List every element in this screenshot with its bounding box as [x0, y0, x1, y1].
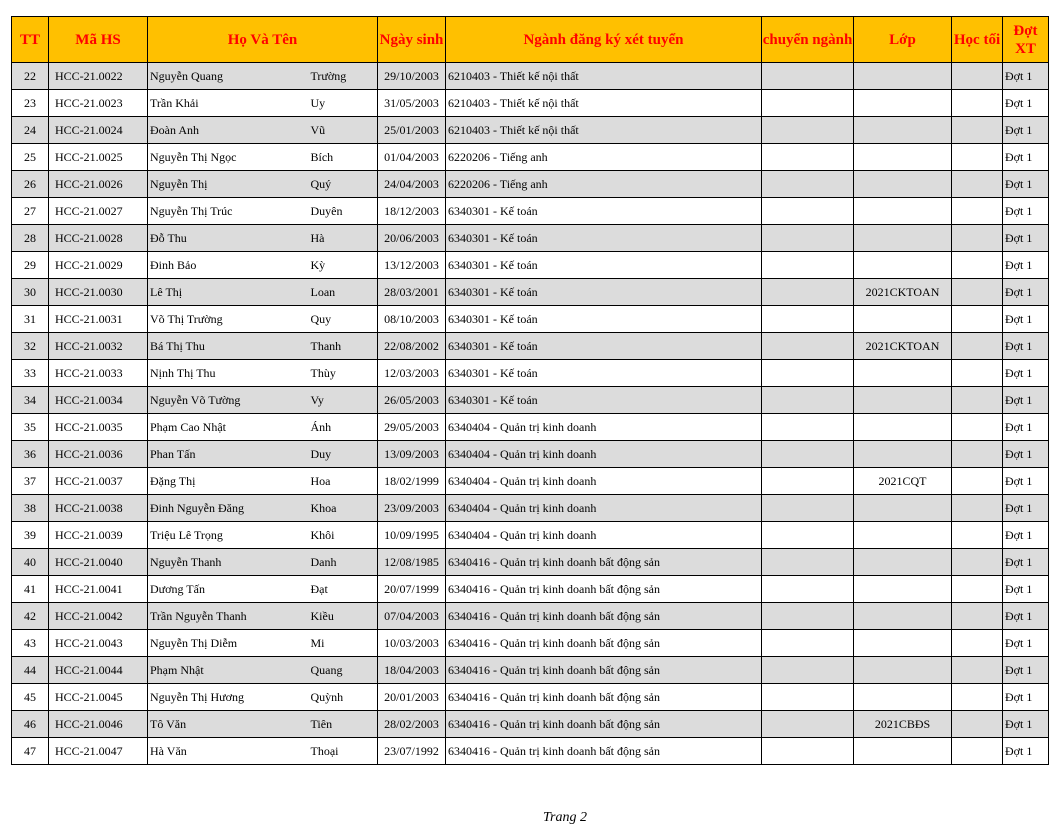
row-ma-hs: HCC-21.0022	[49, 63, 148, 90]
row-lop: 2021CKTOAN	[854, 279, 952, 306]
row-ho: Nguyễn Thị Ngọc	[148, 144, 310, 171]
row-nganh: 6340416 - Quản trị kinh doanh bất động sản	[446, 603, 762, 630]
row-ten: Khôi	[310, 522, 378, 549]
row-nganh: 6340416 - Quản trị kinh doanh bất động sản	[446, 684, 762, 711]
row-lop	[854, 252, 952, 279]
row-ten: Thùy	[310, 360, 378, 387]
row-ngay-sinh: 23/09/2003	[378, 495, 446, 522]
row-ngay-sinh: 29/10/2003	[378, 63, 446, 90]
table-body	[12, 63, 1049, 765]
row-hoc-toi	[952, 144, 1003, 171]
row-ma-hs: HCC-21.0032	[49, 333, 148, 360]
row-ngay-sinh: 28/03/2001	[378, 279, 446, 306]
row-dot-xt: Đợt 1	[1003, 360, 1049, 387]
table-row	[12, 279, 1049, 306]
row-dot-xt: Đợt 1	[1003, 414, 1049, 441]
row-chuyen-nganh	[762, 522, 854, 549]
row-nganh: 6340301 - Kế toán	[446, 279, 762, 306]
row-hoc-toi	[952, 306, 1003, 333]
row-hoc-toi	[952, 549, 1003, 576]
table-row	[12, 495, 1049, 522]
row-hoc-toi	[952, 414, 1003, 441]
row-dot-xt: Đợt 1	[1003, 711, 1049, 738]
row-ten: Đạt	[310, 576, 378, 603]
row-ngay-sinh: 22/08/2002	[378, 333, 446, 360]
row-ngay-sinh: 01/04/2003	[378, 144, 446, 171]
row-tt: 22	[12, 63, 49, 90]
row-dot-xt: Đợt 1	[1003, 684, 1049, 711]
row-ma-hs: HCC-21.0029	[49, 252, 148, 279]
row-hoc-toi	[952, 252, 1003, 279]
row-ho: Tô Văn	[148, 711, 310, 738]
row-ngay-sinh: 18/04/2003	[378, 657, 446, 684]
row-ten: Loan	[310, 279, 378, 306]
row-nganh: 6340301 - Kế toán	[446, 252, 762, 279]
row-ma-hs: HCC-21.0037	[49, 468, 148, 495]
page-number: Trang 2	[543, 810, 587, 825]
row-tt: 38	[12, 495, 49, 522]
row-ngay-sinh: 20/01/2003	[378, 684, 446, 711]
row-ho: Hà Văn	[148, 738, 310, 765]
row-ho: Đỗ Thu	[148, 225, 310, 252]
row-ma-hs: HCC-21.0025	[49, 144, 148, 171]
row-chuyen-nganh	[762, 117, 854, 144]
row-ten: Duyên	[310, 198, 378, 225]
row-dot-xt: Đợt 1	[1003, 603, 1049, 630]
row-hoc-toi	[952, 333, 1003, 360]
row-dot-xt: Đợt 1	[1003, 738, 1049, 765]
row-nganh: 6220206 - Tiếng anh	[446, 171, 762, 198]
table-row	[12, 306, 1049, 333]
row-ngay-sinh: 28/02/2003	[378, 711, 446, 738]
row-ten: Quý	[310, 171, 378, 198]
row-dot-xt: Đợt 1	[1003, 441, 1049, 468]
row-tt: 46	[12, 711, 49, 738]
row-lop	[854, 684, 952, 711]
row-chuyen-nganh	[762, 603, 854, 630]
row-ho: Nguyễn Thị Trúc	[148, 198, 310, 225]
row-hoc-toi	[952, 522, 1003, 549]
row-nganh: 6210403 - Thiết kế nội thất	[446, 63, 762, 90]
row-lop	[854, 657, 952, 684]
row-tt: 26	[12, 171, 49, 198]
row-hoc-toi	[952, 630, 1003, 657]
row-lop	[854, 414, 952, 441]
table-row	[12, 387, 1049, 414]
table-header	[12, 17, 1049, 63]
row-ho: Trần Nguyễn Thanh	[148, 603, 310, 630]
row-nganh: 6340301 - Kế toán	[446, 387, 762, 414]
row-nganh: 6340301 - Kế toán	[446, 198, 762, 225]
row-dot-xt: Đợt 1	[1003, 387, 1049, 414]
row-ten: Uy	[310, 90, 378, 117]
table-row	[12, 738, 1049, 765]
header-ho-va-ten: Họ Và Tên	[148, 17, 378, 63]
row-chuyen-nganh	[762, 684, 854, 711]
row-dot-xt: Đợt 1	[1003, 279, 1049, 306]
row-lop: 2021CQT	[854, 468, 952, 495]
row-chuyen-nganh	[762, 171, 854, 198]
row-hoc-toi	[952, 198, 1003, 225]
row-ho: Nịnh Thị Thu	[148, 360, 310, 387]
row-ma-hs: HCC-21.0028	[49, 225, 148, 252]
header-dot-xt: Đợt XT	[1003, 17, 1049, 63]
row-chuyen-nganh	[762, 495, 854, 522]
row-ngay-sinh: 12/08/1985	[378, 549, 446, 576]
row-ho: Phạm Nhật	[148, 657, 310, 684]
table-row	[12, 684, 1049, 711]
header-nganh: Ngành đăng ký xét tuyển	[446, 17, 762, 63]
row-ho: Võ Thị Trường	[148, 306, 310, 333]
row-tt: 42	[12, 603, 49, 630]
row-lop: 2021CBĐS	[854, 711, 952, 738]
row-nganh: 6340416 - Quản trị kinh doanh bất động sản	[446, 711, 762, 738]
row-ma-hs: HCC-21.0047	[49, 738, 148, 765]
row-tt: 23	[12, 90, 49, 117]
row-ma-hs: HCC-21.0030	[49, 279, 148, 306]
row-ho: Đinh Bảo	[148, 252, 310, 279]
row-ho: Đoàn Anh	[148, 117, 310, 144]
row-chuyen-nganh	[762, 306, 854, 333]
row-dot-xt: Đợt 1	[1003, 306, 1049, 333]
row-ho: Nguyễn Thanh	[148, 549, 310, 576]
table-row	[12, 549, 1049, 576]
row-ngay-sinh: 18/12/2003	[378, 198, 446, 225]
row-ho: Triệu Lê Trọng	[148, 522, 310, 549]
row-tt: 32	[12, 333, 49, 360]
row-ten: Vy	[310, 387, 378, 414]
row-dot-xt: Đợt 1	[1003, 495, 1049, 522]
row-hoc-toi	[952, 225, 1003, 252]
row-lop	[854, 630, 952, 657]
row-lop	[854, 441, 952, 468]
row-dot-xt: Đợt 1	[1003, 198, 1049, 225]
row-ho: Nguyễn Thị	[148, 171, 310, 198]
row-ngay-sinh: 07/04/2003	[378, 603, 446, 630]
row-hoc-toi	[952, 468, 1003, 495]
row-ngay-sinh: 20/07/1999	[378, 576, 446, 603]
row-ma-hs: HCC-21.0035	[49, 414, 148, 441]
row-nganh: 6220206 - Tiếng anh	[446, 144, 762, 171]
row-dot-xt: Đợt 1	[1003, 657, 1049, 684]
row-ma-hs: HCC-21.0045	[49, 684, 148, 711]
row-ho: Đặng Thị	[148, 468, 310, 495]
row-ten: Thanh	[310, 333, 378, 360]
row-ngay-sinh: 23/07/1992	[378, 738, 446, 765]
row-ten: Hoa	[310, 468, 378, 495]
row-nganh: 6340416 - Quản trị kinh doanh bất động sản	[446, 576, 762, 603]
row-ho: Đinh Nguyễn Đăng	[148, 495, 310, 522]
table-row	[12, 657, 1049, 684]
table-row	[12, 117, 1049, 144]
row-lop	[854, 549, 952, 576]
row-lop	[854, 603, 952, 630]
row-hoc-toi	[952, 387, 1003, 414]
row-lop	[854, 225, 952, 252]
row-hoc-toi	[952, 576, 1003, 603]
row-ho: Nguyễn Thị Hương	[148, 684, 310, 711]
row-chuyen-nganh	[762, 90, 854, 117]
row-ten: Thoại	[310, 738, 378, 765]
row-dot-xt: Đợt 1	[1003, 252, 1049, 279]
row-hoc-toi	[952, 279, 1003, 306]
row-ten: Duy	[310, 441, 378, 468]
row-tt: 30	[12, 279, 49, 306]
row-nganh: 6340404 - Quản trị kinh doanh	[446, 495, 762, 522]
header-ma-hs: Mã HS	[49, 17, 148, 63]
row-ngay-sinh: 24/04/2003	[378, 171, 446, 198]
row-ten: Vũ	[310, 117, 378, 144]
row-chuyen-nganh	[762, 657, 854, 684]
row-chuyen-nganh	[762, 630, 854, 657]
row-ma-hs: HCC-21.0033	[49, 360, 148, 387]
row-tt: 25	[12, 144, 49, 171]
row-ten: Quy	[310, 306, 378, 333]
header-lop: Lớp	[854, 17, 952, 63]
header-hoc-toi: Học tối	[952, 17, 1003, 63]
row-tt: 29	[12, 252, 49, 279]
row-chuyen-nganh	[762, 252, 854, 279]
row-ten: Hà	[310, 225, 378, 252]
row-dot-xt: Đợt 1	[1003, 225, 1049, 252]
row-lop	[854, 198, 952, 225]
row-ngay-sinh: 31/05/2003	[378, 90, 446, 117]
table-row	[12, 414, 1049, 441]
row-hoc-toi	[952, 90, 1003, 117]
row-dot-xt: Đợt 1	[1003, 117, 1049, 144]
table-row	[12, 603, 1049, 630]
row-lop	[854, 63, 952, 90]
row-ten: Quỳnh	[310, 684, 378, 711]
row-chuyen-nganh	[762, 225, 854, 252]
row-dot-xt: Đợt 1	[1003, 90, 1049, 117]
row-tt: 35	[12, 414, 49, 441]
row-ho: Trần Khải	[148, 90, 310, 117]
row-nganh: 6210403 - Thiết kế nội thất	[446, 90, 762, 117]
row-lop	[854, 495, 952, 522]
row-ngay-sinh: 10/09/1995	[378, 522, 446, 549]
row-hoc-toi	[952, 171, 1003, 198]
row-ten: Kỳ	[310, 252, 378, 279]
row-nganh: 6340301 - Kế toán	[446, 225, 762, 252]
row-dot-xt: Đợt 1	[1003, 468, 1049, 495]
row-ma-hs: HCC-21.0039	[49, 522, 148, 549]
row-ten: Quang	[310, 657, 378, 684]
row-tt: 47	[12, 738, 49, 765]
row-hoc-toi	[952, 738, 1003, 765]
row-ma-hs: HCC-21.0041	[49, 576, 148, 603]
table-row	[12, 333, 1049, 360]
row-chuyen-nganh	[762, 576, 854, 603]
table-row	[12, 468, 1049, 495]
row-chuyen-nganh	[762, 198, 854, 225]
row-nganh: 6340416 - Quản trị kinh doanh bất động sản	[446, 630, 762, 657]
row-dot-xt: Đợt 1	[1003, 576, 1049, 603]
row-nganh: 6340301 - Kế toán	[446, 306, 762, 333]
table-row	[12, 711, 1049, 738]
row-nganh: 6340301 - Kế toán	[446, 360, 762, 387]
row-ho: Dương Tấn	[148, 576, 310, 603]
row-dot-xt: Đợt 1	[1003, 63, 1049, 90]
row-chuyen-nganh	[762, 279, 854, 306]
row-nganh: 6340404 - Quản trị kinh doanh	[446, 414, 762, 441]
row-ho: Lê Thị	[148, 279, 310, 306]
row-tt: 40	[12, 549, 49, 576]
row-dot-xt: Đợt 1	[1003, 144, 1049, 171]
row-ma-hs: HCC-21.0034	[49, 387, 148, 414]
row-ho: Nguyễn Quang	[148, 63, 310, 90]
student-table	[11, 16, 1049, 765]
row-lop	[854, 387, 952, 414]
row-lop	[854, 306, 952, 333]
table-row	[12, 522, 1049, 549]
row-nganh: 6210403 - Thiết kế nội thất	[446, 117, 762, 144]
row-ma-hs: HCC-21.0038	[49, 495, 148, 522]
row-ngay-sinh: 08/10/2003	[378, 306, 446, 333]
row-ma-hs: HCC-21.0026	[49, 171, 148, 198]
row-hoc-toi	[952, 684, 1003, 711]
row-lop: 2021CKTOAN	[854, 333, 952, 360]
row-ngay-sinh: 26/05/2003	[378, 387, 446, 414]
row-tt: 33	[12, 360, 49, 387]
row-ten: Khoa	[310, 495, 378, 522]
row-chuyen-nganh	[762, 333, 854, 360]
row-ma-hs: HCC-21.0044	[49, 657, 148, 684]
row-ho: Nguyễn Võ Tường	[148, 387, 310, 414]
row-ma-hs: HCC-21.0043	[49, 630, 148, 657]
row-lop	[854, 117, 952, 144]
table-row	[12, 63, 1049, 90]
header-tt: TT	[12, 17, 49, 63]
row-hoc-toi	[952, 63, 1003, 90]
row-ho: Bá Thị Thu	[148, 333, 310, 360]
row-dot-xt: Đợt 1	[1003, 522, 1049, 549]
row-tt: 36	[12, 441, 49, 468]
row-ma-hs: HCC-21.0036	[49, 441, 148, 468]
row-chuyen-nganh	[762, 63, 854, 90]
row-dot-xt: Đợt 1	[1003, 549, 1049, 576]
row-ngay-sinh: 20/06/2003	[378, 225, 446, 252]
table-row	[12, 360, 1049, 387]
row-ngay-sinh: 10/03/2003	[378, 630, 446, 657]
row-chuyen-nganh	[762, 414, 854, 441]
row-hoc-toi	[952, 711, 1003, 738]
row-nganh: 6340301 - Kế toán	[446, 333, 762, 360]
row-dot-xt: Đợt 1	[1003, 333, 1049, 360]
row-ho: Phạm Cao Nhật	[148, 414, 310, 441]
row-tt: 27	[12, 198, 49, 225]
row-nganh: 6340416 - Quản trị kinh doanh bất động sản	[446, 549, 762, 576]
row-ten: Trường	[310, 63, 378, 90]
row-chuyen-nganh	[762, 441, 854, 468]
row-lop	[854, 522, 952, 549]
row-nganh: 6340416 - Quản trị kinh doanh bất động sản	[446, 738, 762, 765]
row-ma-hs: HCC-21.0027	[49, 198, 148, 225]
table-row	[12, 252, 1049, 279]
row-ngay-sinh: 13/12/2003	[378, 252, 446, 279]
table-row	[12, 630, 1049, 657]
row-hoc-toi	[952, 495, 1003, 522]
row-ngay-sinh: 18/02/1999	[378, 468, 446, 495]
row-ten: Tiên	[310, 711, 378, 738]
header-chuyen-nganh: chuyển ngành	[762, 17, 854, 63]
row-hoc-toi	[952, 117, 1003, 144]
row-ngay-sinh: 12/03/2003	[378, 360, 446, 387]
row-nganh: 6340404 - Quản trị kinh doanh	[446, 468, 762, 495]
row-ten: Bích	[310, 144, 378, 171]
row-ngay-sinh: 29/05/2003	[378, 414, 446, 441]
table-row	[12, 198, 1049, 225]
row-lop	[854, 360, 952, 387]
row-dot-xt: Đợt 1	[1003, 171, 1049, 198]
row-ho: Phan Tấn	[148, 441, 310, 468]
row-ten: Mi	[310, 630, 378, 657]
row-tt: 44	[12, 657, 49, 684]
row-chuyen-nganh	[762, 549, 854, 576]
table-row	[12, 576, 1049, 603]
row-ngay-sinh: 13/09/2003	[378, 441, 446, 468]
row-tt: 41	[12, 576, 49, 603]
row-ma-hs: HCC-21.0042	[49, 603, 148, 630]
row-chuyen-nganh	[762, 468, 854, 495]
row-lop	[854, 90, 952, 117]
row-hoc-toi	[952, 657, 1003, 684]
row-chuyen-nganh	[762, 360, 854, 387]
row-ten: Kiều	[310, 603, 378, 630]
row-lop	[854, 144, 952, 171]
table-row	[12, 171, 1049, 198]
table-row	[12, 225, 1049, 252]
row-dot-xt: Đợt 1	[1003, 630, 1049, 657]
row-nganh: 6340404 - Quản trị kinh doanh	[446, 441, 762, 468]
row-tt: 31	[12, 306, 49, 333]
row-nganh: 6340416 - Quản trị kinh doanh bất động sản	[446, 657, 762, 684]
row-tt: 43	[12, 630, 49, 657]
row-ma-hs: HCC-21.0023	[49, 90, 148, 117]
row-chuyen-nganh	[762, 387, 854, 414]
row-ho: Nguyễn Thị Diễm	[148, 630, 310, 657]
header-ngay-sinh: Ngày sinh	[378, 17, 446, 63]
row-hoc-toi	[952, 441, 1003, 468]
row-hoc-toi	[952, 360, 1003, 387]
row-lop	[854, 738, 952, 765]
row-ma-hs: HCC-21.0046	[49, 711, 148, 738]
row-tt: 28	[12, 225, 49, 252]
row-ma-hs: HCC-21.0024	[49, 117, 148, 144]
row-tt: 45	[12, 684, 49, 711]
row-tt: 24	[12, 117, 49, 144]
row-ma-hs: HCC-21.0040	[49, 549, 148, 576]
row-tt: 37	[12, 468, 49, 495]
row-tt: 34	[12, 387, 49, 414]
row-tt: 39	[12, 522, 49, 549]
row-chuyen-nganh	[762, 144, 854, 171]
row-lop	[854, 171, 952, 198]
table-row	[12, 144, 1049, 171]
row-ma-hs: HCC-21.0031	[49, 306, 148, 333]
row-hoc-toi	[952, 603, 1003, 630]
row-lop	[854, 576, 952, 603]
row-nganh: 6340404 - Quản trị kinh doanh	[446, 522, 762, 549]
row-ten: Danh	[310, 549, 378, 576]
table-row	[12, 90, 1049, 117]
row-chuyen-nganh	[762, 711, 854, 738]
row-chuyen-nganh	[762, 738, 854, 765]
table-row	[12, 441, 1049, 468]
row-ten: Ánh	[310, 414, 378, 441]
row-ngay-sinh: 25/01/2003	[378, 117, 446, 144]
